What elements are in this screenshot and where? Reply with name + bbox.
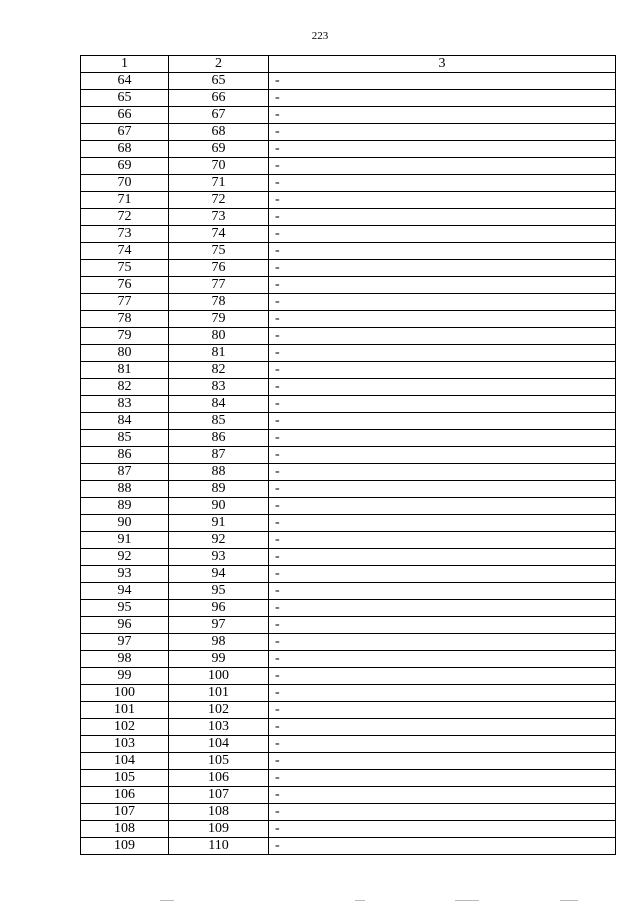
table-row [81, 379, 616, 396]
table-cell-col-3: - [269, 141, 616, 158]
table-cell-col-1: 102 [81, 719, 169, 736]
table-cell-col-1: 104 [81, 753, 169, 770]
table-cell-col-2: 66 [169, 90, 269, 107]
table-cell-col-2: 67 [169, 107, 269, 124]
table-cell-col-2: 95 [169, 583, 269, 600]
table-cell-col-3: - [269, 379, 616, 396]
table-cell-col-1: 89 [81, 498, 169, 515]
table-cell-col-1: 80 [81, 345, 169, 362]
table-cell-col-2: 105 [169, 753, 269, 770]
table-cell-col-1: 99 [81, 668, 169, 685]
table-row [81, 634, 616, 651]
table-cell-col-3: - [269, 345, 616, 362]
table-cell-col-2: 86 [169, 430, 269, 447]
table-cell-col-1: 76 [81, 277, 169, 294]
table-row [81, 753, 616, 770]
table-cell-col-3: - [269, 685, 616, 702]
table-cell-col-1: 107 [81, 804, 169, 821]
table-row [81, 396, 616, 413]
table-cell-col-2: 108 [169, 804, 269, 821]
table-cell-col-1: 96 [81, 617, 169, 634]
table-cell-col-1: 106 [81, 787, 169, 804]
table-cell-col-3: - [269, 515, 616, 532]
table-body [81, 73, 616, 855]
table-cell-col-3: - [269, 73, 616, 90]
table-cell-col-1: 78 [81, 311, 169, 328]
table-row [81, 464, 616, 481]
table-cell-col-2: 92 [169, 532, 269, 549]
table-cell-col-2: 71 [169, 175, 269, 192]
table-row [81, 294, 616, 311]
table-row [81, 481, 616, 498]
table-cell-col-3: - [269, 719, 616, 736]
table-row [81, 192, 616, 209]
table-row [81, 804, 616, 821]
table-cell-col-3: - [269, 158, 616, 175]
table-cell-col-1: 100 [81, 685, 169, 702]
table-cell-col-3: - [269, 549, 616, 566]
table-cell-col-3: - [269, 362, 616, 379]
table-cell-col-2: 65 [169, 73, 269, 90]
table-cell-col-3: - [269, 821, 616, 838]
table-cell-col-1: 92 [81, 549, 169, 566]
table-row [81, 209, 616, 226]
table-cell-col-2: 106 [169, 770, 269, 787]
table-cell-col-1: 73 [81, 226, 169, 243]
table-cell-col-2: 70 [169, 158, 269, 175]
table-row [81, 787, 616, 804]
table-cell-col-3: - [269, 634, 616, 651]
table-cell-col-3: - [269, 277, 616, 294]
table-cell-col-2: 68 [169, 124, 269, 141]
table-cell-col-3: - [269, 600, 616, 617]
scan-artifacts [0, 895, 640, 905]
table-cell-col-2: 75 [169, 243, 269, 260]
table-row [81, 73, 616, 90]
table-cell-col-3: - [269, 787, 616, 804]
table-row [81, 668, 616, 685]
table-cell-col-3: - [269, 838, 616, 855]
table-row [81, 158, 616, 175]
table-cell-col-3: - [269, 396, 616, 413]
table-cell-col-3: - [269, 209, 616, 226]
table-cell-col-3: - [269, 192, 616, 209]
table-cell-col-3: - [269, 430, 616, 447]
table-cell-col-3: - [269, 770, 616, 787]
table-cell-col-2: 72 [169, 192, 269, 209]
table-cell-col-1: 103 [81, 736, 169, 753]
table-cell-col-2: 88 [169, 464, 269, 481]
table-row [81, 243, 616, 260]
table-cell-col-2: 80 [169, 328, 269, 345]
table-cell-col-2: 107 [169, 787, 269, 804]
table-row [81, 515, 616, 532]
table-cell-col-2: 100 [169, 668, 269, 685]
table-row [81, 685, 616, 702]
table-row [81, 600, 616, 617]
table-cell-col-3: - [269, 260, 616, 277]
table-cell-col-2: 94 [169, 566, 269, 583]
column-header-2: 2 [169, 56, 269, 73]
table-cell-col-3: - [269, 736, 616, 753]
table-row [81, 702, 616, 719]
table-cell-col-1: 65 [81, 90, 169, 107]
table-cell-col-3: - [269, 124, 616, 141]
table-cell-col-2: 81 [169, 345, 269, 362]
table-row [81, 90, 616, 107]
table-cell-col-1: 75 [81, 260, 169, 277]
table-cell-col-3: - [269, 702, 616, 719]
table-cell-col-2: 73 [169, 209, 269, 226]
table-cell-col-1: 87 [81, 464, 169, 481]
table-cell-col-2: 87 [169, 447, 269, 464]
table-cell-col-2: 69 [169, 141, 269, 158]
table-row [81, 124, 616, 141]
table-cell-col-3: - [269, 464, 616, 481]
table-cell-col-1: 84 [81, 413, 169, 430]
table-cell-col-1: 85 [81, 430, 169, 447]
table-row [81, 583, 616, 600]
table-cell-col-2: 96 [169, 600, 269, 617]
table-cell-col-1: 101 [81, 702, 169, 719]
table-cell-col-3: - [269, 90, 616, 107]
table-cell-col-2: 91 [169, 515, 269, 532]
table-cell-col-2: 82 [169, 362, 269, 379]
table-row [81, 498, 616, 515]
table-cell-col-2: 85 [169, 413, 269, 430]
table-cell-col-2: 93 [169, 549, 269, 566]
table-cell-col-1: 105 [81, 770, 169, 787]
table-row [81, 821, 616, 838]
table-cell-col-1: 86 [81, 447, 169, 464]
table-cell-col-1: 108 [81, 821, 169, 838]
table-cell-col-1: 91 [81, 532, 169, 549]
table-row [81, 838, 616, 855]
table-cell-col-3: - [269, 583, 616, 600]
table-cell-col-3: - [269, 498, 616, 515]
table-row [81, 719, 616, 736]
table-cell-col-1: 71 [81, 192, 169, 209]
table-cell-col-2: 74 [169, 226, 269, 243]
table-row [81, 277, 616, 294]
table-cell-col-2: 79 [169, 311, 269, 328]
table-row [81, 617, 616, 634]
table-cell-col-1: 94 [81, 583, 169, 600]
table-cell-col-2: 76 [169, 260, 269, 277]
table-cell-col-3: - [269, 532, 616, 549]
table-cell-col-2: 104 [169, 736, 269, 753]
table-cell-col-1: 83 [81, 396, 169, 413]
table-row [81, 311, 616, 328]
table-cell-col-2: 84 [169, 396, 269, 413]
table-cell-col-2: 103 [169, 719, 269, 736]
table-cell-col-2: 109 [169, 821, 269, 838]
table-row [81, 328, 616, 345]
table-cell-col-2: 101 [169, 685, 269, 702]
table-row [81, 651, 616, 668]
table-cell-col-3: - [269, 481, 616, 498]
table-header-row [81, 56, 616, 73]
table-cell-col-2: 97 [169, 617, 269, 634]
table-cell-col-2: 78 [169, 294, 269, 311]
data-table [80, 55, 616, 855]
table-cell-col-1: 88 [81, 481, 169, 498]
table-cell-col-3: - [269, 668, 616, 685]
table-cell-col-1: 95 [81, 600, 169, 617]
table-cell-col-2: 89 [169, 481, 269, 498]
table-cell-col-3: - [269, 447, 616, 464]
table-cell-col-1: 66 [81, 107, 169, 124]
table-cell-col-3: - [269, 311, 616, 328]
table-row [81, 736, 616, 753]
table-cell-col-3: - [269, 566, 616, 583]
table-cell-col-2: 99 [169, 651, 269, 668]
table-row [81, 770, 616, 787]
table-row [81, 175, 616, 192]
table-row [81, 362, 616, 379]
table-cell-col-1: 74 [81, 243, 169, 260]
table-cell-col-3: - [269, 243, 616, 260]
table-row [81, 430, 616, 447]
table-cell-col-2: 102 [169, 702, 269, 719]
table-cell-col-1: 109 [81, 838, 169, 855]
table-cell-col-1: 72 [81, 209, 169, 226]
table-cell-col-3: - [269, 294, 616, 311]
table-cell-col-1: 97 [81, 634, 169, 651]
table-cell-col-3: - [269, 107, 616, 124]
table-cell-col-1: 93 [81, 566, 169, 583]
table-row [81, 413, 616, 430]
table-header [81, 56, 616, 73]
table-row [81, 141, 616, 158]
table-row [81, 532, 616, 549]
table-cell-col-2: 98 [169, 634, 269, 651]
table-cell-col-1: 68 [81, 141, 169, 158]
table-cell-col-3: - [269, 651, 616, 668]
table-row [81, 226, 616, 243]
table-cell-col-1: 79 [81, 328, 169, 345]
table-cell-col-1: 70 [81, 175, 169, 192]
table-cell-col-2: 90 [169, 498, 269, 515]
table-cell-col-1: 69 [81, 158, 169, 175]
table-cell-col-3: - [269, 753, 616, 770]
table-row [81, 566, 616, 583]
table-cell-col-2: 77 [169, 277, 269, 294]
page-number: 223 [311, 30, 329, 42]
table-cell-col-3: - [269, 328, 616, 345]
table-row [81, 447, 616, 464]
table-cell-col-1: 81 [81, 362, 169, 379]
table-cell-col-3: - [269, 175, 616, 192]
column-header-1: 1 [81, 56, 169, 73]
table-row [81, 345, 616, 362]
table-cell-col-3: - [269, 804, 616, 821]
table-cell-col-3: - [269, 226, 616, 243]
table-cell-col-1: 64 [81, 73, 169, 90]
table-row [81, 549, 616, 566]
table-cell-col-1: 67 [81, 124, 169, 141]
table-cell-col-1: 90 [81, 515, 169, 532]
table-cell-col-1: 77 [81, 294, 169, 311]
table-cell-col-3: - [269, 617, 616, 634]
table-cell-col-1: 98 [81, 651, 169, 668]
table-cell-col-2: 83 [169, 379, 269, 396]
column-header-3: 3 [269, 56, 616, 73]
table-row [81, 260, 616, 277]
table-cell-col-2: 110 [169, 838, 269, 855]
table-row [81, 107, 616, 124]
table-cell-col-1: 82 [81, 379, 169, 396]
table-cell-col-3: - [269, 413, 616, 430]
